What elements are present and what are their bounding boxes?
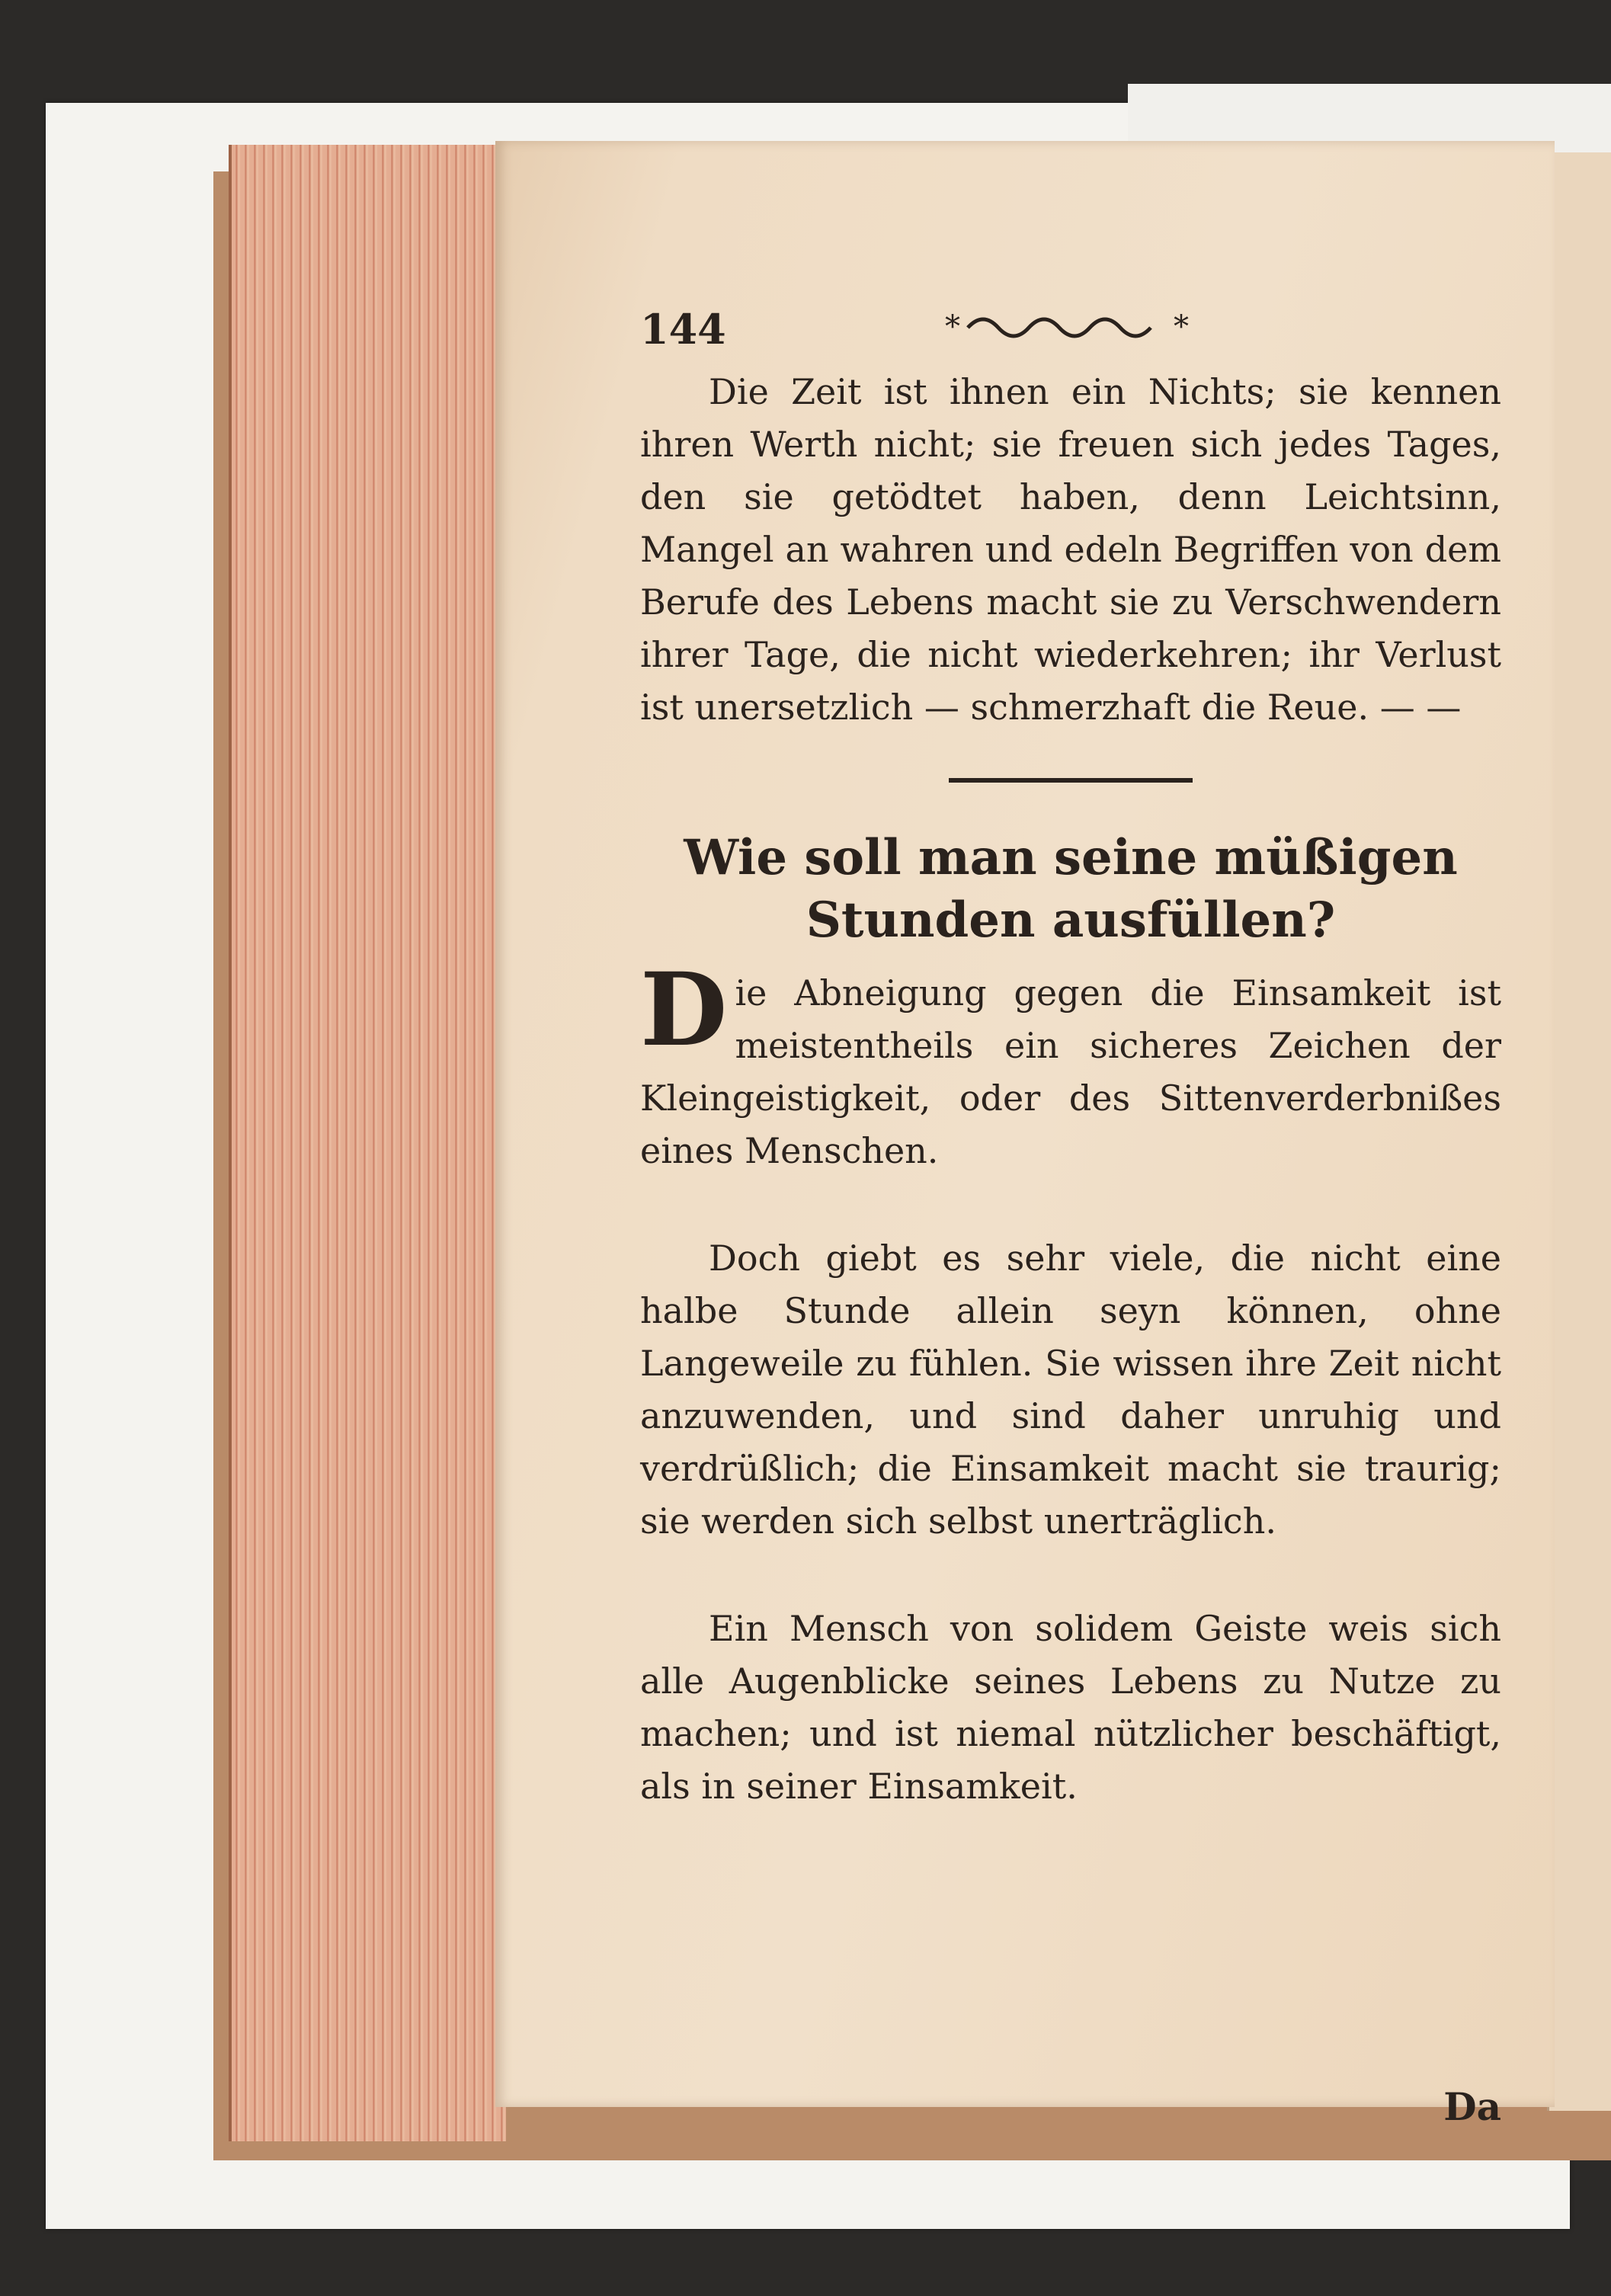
- paragraph-gap: [640, 1177, 1501, 1232]
- page-number: 144: [640, 305, 726, 354]
- intro-paragraph: Die Zeit ist ihnen ein Nichts; sie kennen ihren Werth nicht; sie freuen sich jedes Tages, den sie getödtet haben, denn Leichtsinn, Mangel an wahren und edeln Begriffen von dem Berufe des Lebens macht sie zu Verschwendern ihrer Tage, die nicht wiederkehren; ihr Verlust ist unersetzlich — schmerzhaft die Reue. — —: [640, 371, 1501, 728]
- paragraph-3: Ein Mensch von solidem Geiste weis sich alle Augenblicke seines Lebens zu Nutze zu machen; und ist niemal nützlicher beschäftigt, als in seiner Einsamkeit.: [640, 1608, 1501, 1807]
- svg-text:*: *: [1174, 309, 1189, 344]
- page-text-block: [640, 305, 1501, 2129]
- book-page: [495, 141, 1555, 2129]
- drop-cap: D: [640, 951, 728, 1069]
- paragraph-1: [640, 951, 1501, 1177]
- paragraph-gap: [640, 1548, 1501, 1603]
- section-divider: [949, 778, 1193, 783]
- svg-text:*: *: [945, 309, 960, 344]
- page-edges: [229, 145, 506, 2141]
- page-header: [640, 305, 1501, 366]
- section-heading: Wie soll man seine müßigen Stunden ausfüllen?: [684, 829, 1458, 949]
- paragraph-1-text: ie Abneigung gegen die Einsamkeit ist meistentheils ein sicheres Zeichen der Kleingeistigkeit, oder des Sittenverderbnißes eines Menschen.: [640, 972, 1501, 1171]
- catchword: Da: [1443, 2084, 1501, 2129]
- facing-page-edge: [1547, 152, 1611, 2111]
- paragraph-2: Doch giebt es sehr viele, die nicht eine halbe Stunde allein seyn können, ohne Langeweile zu fühlen. Sie wissen ihre Zeit nicht anzuwenden, und sind daher unruhig und verdrüßlich; die Einsamkeit macht sie traurig; sie werden sich selbst unerträglich.: [640, 1238, 1501, 1542]
- ornament-icon: [945, 308, 1196, 346]
